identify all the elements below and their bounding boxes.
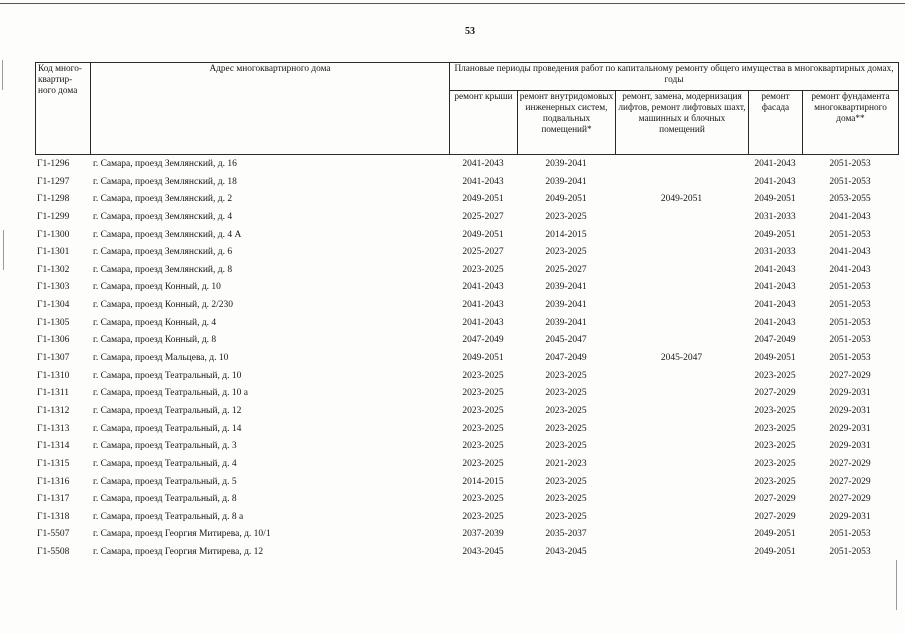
table-row <box>0 491 905 509</box>
row-roof: 2041-2043 <box>462 317 504 328</box>
row-code: Г1-1296 <box>37 159 70 169</box>
row-foundation: 2051-2053 <box>829 317 871 328</box>
row-foundation: 2029-2031 <box>829 423 871 434</box>
row-facade: 2023-2025 <box>754 405 796 416</box>
row-foundation: 2051-2053 <box>829 547 871 558</box>
row-address: г. Самара, проезд Театральный, д. 3 <box>93 441 237 452</box>
row-facade: 2027-2029 <box>754 494 796 505</box>
row-engineering: 2021-2023 <box>545 458 587 469</box>
row-engineering: 2023-2025 <box>545 441 587 452</box>
row-address: г. Самара, проезд Театральный, д. 10 <box>93 370 242 381</box>
row-facade: 2023-2025 <box>754 423 796 434</box>
row-engineering: 2014-2015 <box>545 229 587 240</box>
row-code: Г1-1305 <box>37 317 70 328</box>
row-code: Г1-1316 <box>37 476 70 487</box>
table-row <box>0 332 905 350</box>
row-code: Г1-1311 <box>37 388 70 399</box>
table-row <box>0 456 905 474</box>
row-address: г. Самара, проезд Театральный, д. 4 <box>93 458 237 469</box>
row-code: Г1-1306 <box>37 335 70 346</box>
row-address: г. Самара, проезд Землянский, д. 8 <box>93 264 233 275</box>
row-address: г. Самара, проезд Театральный, д. 8 <box>93 494 237 505</box>
row-engineering: 2023-2025 <box>545 494 587 505</box>
row-roof: 2043-2045 <box>462 547 504 558</box>
row-address: г. Самара, проезд Театральный, д. 14 <box>93 423 242 434</box>
row-foundation: 2041-2043 <box>829 211 871 222</box>
row-facade: 2041-2043 <box>754 176 796 187</box>
row-roof: 2041-2043 <box>462 300 504 311</box>
row-code: Г1-1317 <box>37 494 70 505</box>
row-address: г. Самара, проезд Землянский, д. 4 <box>93 211 233 222</box>
row-engineering: 2039-2041 <box>545 176 587 187</box>
row-engineering: 2049-2051 <box>545 194 587 205</box>
row-address: г. Самара, проезд Мальцева, д. 10 <box>93 353 229 364</box>
table-row <box>0 156 905 174</box>
row-foundation: 2053-2055 <box>829 194 871 205</box>
scan-mark <box>2 60 3 90</box>
row-facade: 2041-2043 <box>754 282 796 293</box>
row-roof: 2041-2043 <box>462 282 504 293</box>
row-engineering: 2045-2047 <box>545 335 587 346</box>
row-code: Г1-1302 <box>37 264 70 275</box>
header-address: Адрес многоквартирного дома <box>91 63 450 155</box>
table-row <box>0 262 905 280</box>
row-facade: 2049-2051 <box>754 229 796 240</box>
row-code: Г1-1318 <box>37 511 70 522</box>
row-code: Г1-1312 <box>37 405 70 416</box>
row-facade: 2041-2043 <box>754 317 796 328</box>
row-foundation: 2051-2053 <box>829 529 871 540</box>
row-roof: 2025-2027 <box>462 247 504 258</box>
table-row <box>0 315 905 333</box>
row-facade: 2041-2043 <box>754 300 796 311</box>
row-address: г. Самара, проезд Землянский, д. 6 <box>93 247 233 258</box>
row-address: г. Самара, проезд Театральный, д. 10 а <box>93 388 248 399</box>
row-engineering: 2039-2041 <box>545 159 587 169</box>
row-address: г. Самара, проезд Конный, д. 4 <box>93 317 217 328</box>
row-facade: 2023-2025 <box>754 458 796 469</box>
row-address: г. Самара, проезд Землянский, д. 2 <box>93 194 233 205</box>
row-foundation: 2027-2029 <box>829 494 871 505</box>
row-roof: 2047-2049 <box>462 335 504 346</box>
row-roof: 2049-2051 <box>462 229 504 240</box>
row-foundation: 2029-2031 <box>829 511 871 522</box>
row-engineering: 2023-2025 <box>545 388 587 399</box>
row-facade: 2023-2025 <box>754 370 796 381</box>
row-foundation: 2027-2029 <box>829 476 871 487</box>
row-roof: 2023-2025 <box>462 405 504 416</box>
row-engineering: 2025-2027 <box>545 264 587 275</box>
scan-mark <box>3 230 4 270</box>
table-row <box>0 385 905 403</box>
row-facade: 2023-2025 <box>754 476 796 487</box>
row-facade: 2027-2029 <box>754 388 796 399</box>
row-engineering: 2023-2025 <box>545 511 587 522</box>
table-row <box>0 350 905 368</box>
table-row <box>0 421 905 439</box>
row-roof: 2023-2025 <box>462 264 504 275</box>
row-roof: 2023-2025 <box>462 388 504 399</box>
row-address: г. Самара, проезд Конный, д. 8 <box>93 335 217 346</box>
header-lifts: ремонт, замена, модернизация лифтов, ремонт лифтовых шахт, машинных и блочных помещений <box>616 91 749 155</box>
table-row <box>0 474 905 492</box>
row-roof: 2014-2015 <box>462 476 504 487</box>
row-facade: 2041-2043 <box>754 264 796 275</box>
row-roof: 2023-2025 <box>462 441 504 452</box>
row-facade: 2049-2051 <box>754 547 796 558</box>
header-roof: ремонт крыши <box>450 91 518 155</box>
row-roof: 2023-2025 <box>462 458 504 469</box>
row-lifts: 2045-2047 <box>660 353 703 364</box>
row-address: г. Самара, проезд Землянский, д. 16 <box>93 159 237 169</box>
table-row <box>0 403 905 421</box>
table-row <box>0 526 905 544</box>
row-engineering: 2035-2037 <box>545 529 587 540</box>
row-foundation: 2029-2031 <box>829 441 871 452</box>
row-engineering: 2023-2025 <box>545 247 587 258</box>
table-body <box>0 156 905 562</box>
row-engineering: 2039-2041 <box>545 317 587 328</box>
row-roof: 2023-2025 <box>462 494 504 505</box>
row-roof: 2037-2039 <box>462 529 504 540</box>
row-address: г. Самара, проезд Георгия Митирева, д. 12 <box>93 547 264 558</box>
top-rule <box>0 3 905 4</box>
row-roof: 2049-2051 <box>462 194 504 205</box>
row-code: Г1-1314 <box>37 441 70 452</box>
row-facade: 2041-2043 <box>754 159 796 169</box>
row-engineering: 2023-2025 <box>545 211 587 222</box>
table-row <box>0 209 905 227</box>
table-row <box>0 544 905 562</box>
row-engineering: 2023-2025 <box>545 476 587 487</box>
header-foundation: ремонт фундамента многоквартирного дома** <box>803 91 899 155</box>
row-facade: 2027-2029 <box>754 511 796 522</box>
row-foundation: 2051-2053 <box>829 353 871 364</box>
table-row <box>0 368 905 386</box>
row-roof: 2049-2051 <box>462 353 504 364</box>
row-facade: 2023-2025 <box>754 441 796 452</box>
row-foundation: 2029-2031 <box>829 388 871 399</box>
row-address: г. Самара, проезд Георгия Митирева, д. 10/1 <box>93 529 271 540</box>
row-foundation: 2051-2053 <box>829 282 871 293</box>
row-foundation: 2041-2043 <box>829 247 871 258</box>
row-code: Г1-1301 <box>37 247 70 258</box>
row-roof: 2023-2025 <box>462 511 504 522</box>
row-foundation: 2051-2053 <box>829 335 871 346</box>
row-facade: 2049-2051 <box>754 194 796 205</box>
table-row <box>0 191 905 209</box>
row-foundation: 2051-2053 <box>829 229 871 240</box>
table-row <box>0 174 905 192</box>
row-foundation: 2029-2031 <box>829 405 871 416</box>
table-row <box>0 438 905 456</box>
row-foundation: 2027-2029 <box>829 370 871 381</box>
row-address: г. Самара, проезд Конный, д. 2/230 <box>93 300 234 311</box>
table-row <box>0 244 905 262</box>
table-row <box>0 509 905 527</box>
row-code: Г1-1313 <box>37 423 70 434</box>
row-roof: 2041-2043 <box>462 159 504 169</box>
row-roof: 2041-2043 <box>462 176 504 187</box>
row-engineering: 2043-2045 <box>545 547 587 558</box>
row-address: г. Самара, проезд Землянский, д. 18 <box>93 176 237 187</box>
scan-mark <box>896 560 897 610</box>
row-lifts: 2049-2051 <box>660 194 703 205</box>
row-address: г. Самара, проезд Театральный, д. 5 <box>93 476 237 487</box>
header-code: Код много-квартир-ного дома <box>36 63 91 155</box>
row-code: Г1-1315 <box>37 458 70 469</box>
row-engineering: 2023-2025 <box>545 370 587 381</box>
row-foundation: 2051-2053 <box>829 159 871 169</box>
row-facade: 2047-2049 <box>754 335 796 346</box>
row-code: Г1-1297 <box>37 176 70 187</box>
row-engineering: 2039-2041 <box>545 300 587 311</box>
row-roof: 2023-2025 <box>462 423 504 434</box>
row-code: Г1-1303 <box>37 282 70 293</box>
row-engineering: 2023-2025 <box>545 423 587 434</box>
table-header <box>35 62 899 155</box>
row-roof: 2023-2025 <box>462 370 504 381</box>
row-engineering: 2039-2041 <box>545 282 587 293</box>
row-code: Г1-5507 <box>37 529 70 540</box>
row-code: Г1-5508 <box>37 547 70 558</box>
table-row <box>0 297 905 315</box>
row-facade: 2049-2051 <box>754 529 796 540</box>
row-code: Г1-1300 <box>37 229 70 240</box>
page-number: 53 <box>465 26 475 37</box>
row-foundation: 2041-2043 <box>829 264 871 275</box>
header-facade: ремонт фасада <box>749 91 803 155</box>
row-foundation: 2051-2053 <box>829 176 871 187</box>
row-code: Г1-1304 <box>37 300 70 311</box>
row-code: Г1-1310 <box>37 370 70 381</box>
row-address: г. Самара, проезд Театральный, д. 12 <box>93 405 242 416</box>
row-code: Г1-1298 <box>37 194 70 205</box>
row-foundation: 2027-2029 <box>829 458 871 469</box>
row-facade: 2031-2033 <box>754 247 796 258</box>
row-roof: 2025-2027 <box>462 211 504 222</box>
row-facade: 2049-2051 <box>754 353 796 364</box>
row-facade: 2031-2033 <box>754 211 796 222</box>
header-periods: Плановые периоды проведения работ по капитальному ремонту общего имущества в многоквартирных домах, годы <box>450 63 899 91</box>
table-row <box>0 279 905 297</box>
row-address: г. Самара, проезд Землянский, д. 4 А <box>93 229 242 240</box>
row-code: Г1-1299 <box>37 211 70 222</box>
row-engineering: 2023-2025 <box>545 405 587 416</box>
row-address: г. Самара, проезд Театральный, д. 8 а <box>93 511 244 522</box>
row-engineering: 2047-2049 <box>545 353 587 364</box>
table-row <box>0 227 905 245</box>
row-address: г. Самара, проезд Конный, д. 10 <box>93 282 221 293</box>
header-engineering: ремонт внутридомовых инженерных систем, подвальных помещений* <box>518 91 616 155</box>
row-code: Г1-1307 <box>37 353 70 364</box>
row-foundation: 2051-2053 <box>829 300 871 311</box>
